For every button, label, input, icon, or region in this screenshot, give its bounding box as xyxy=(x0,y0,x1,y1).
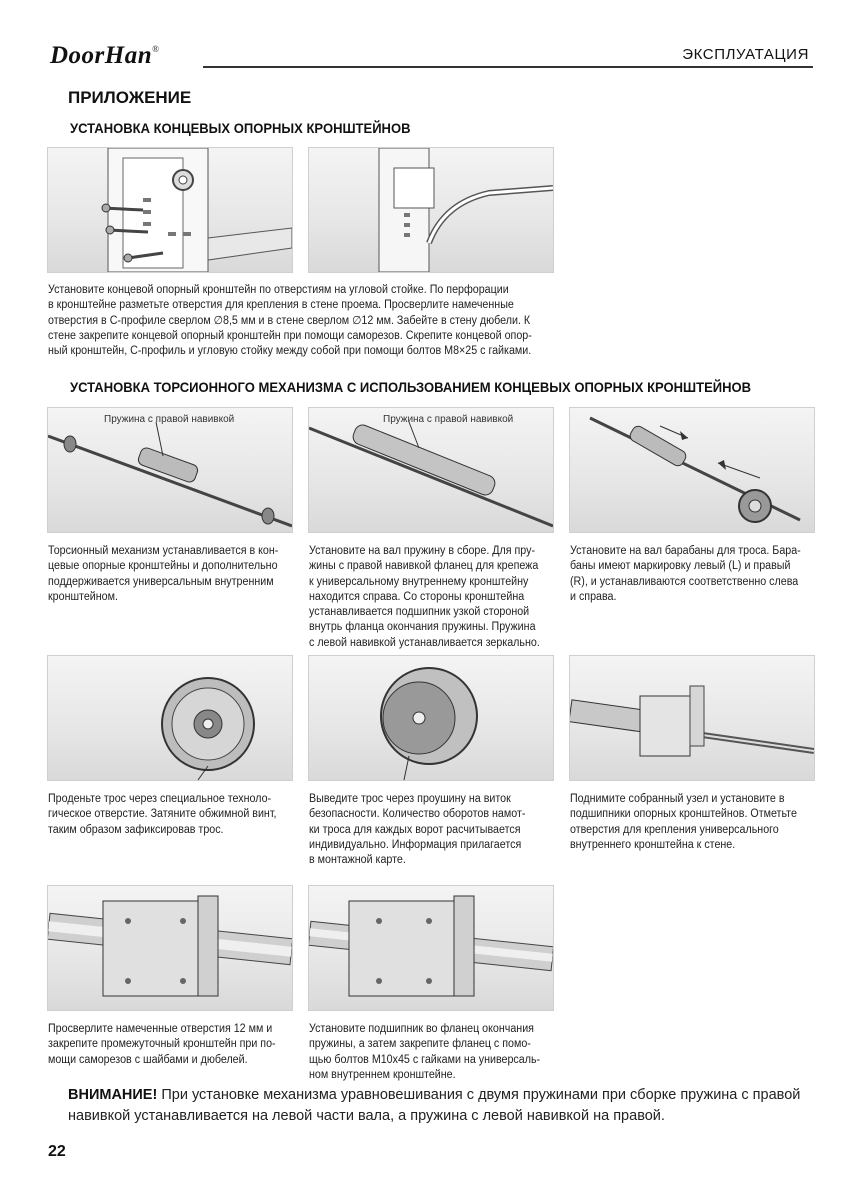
section-label: ЭКСПЛУАТАЦИЯ xyxy=(682,46,809,63)
page-number: 22 xyxy=(48,1143,66,1160)
page-title: ПРИЛОЖЕНИЕ xyxy=(68,88,192,107)
spring-callout-2: Пружина с правой навивкой xyxy=(383,414,514,425)
section-title-torsion: УСТАНОВКА ТОРСИОННОГО МЕХАНИЗМА С ИСПОЛЬЗОВАНИЕМ КОНЦЕВЫХ ОПОРНЫХ КРОНШТЕЙНОВ xyxy=(70,379,752,395)
spring-on-shaft-illustration xyxy=(308,407,554,533)
doorhan-logo: DoorHan® xyxy=(50,42,160,69)
step6-caption: Поднимите собранный узел и установите в подшипники опорных кронштейнов. Отметьте отверстия для крепления универсального внутреннего кронштейна к стене. xyxy=(570,793,797,851)
drum-safety-turn-illustration xyxy=(308,655,554,781)
step1-caption: Торсионный механизм устанавливается в кон- цевые опорные кронштейны и дополнительно поддерживается универсальным внутренним кронштейном. xyxy=(48,545,279,603)
intermediate-bracket-illustration xyxy=(47,885,293,1011)
warning-label: ВНИМАНИЕ! xyxy=(68,1087,158,1103)
bracket-c-profile-illustration xyxy=(308,147,554,273)
spring-callout-1: Пружина с правой навивкой xyxy=(104,414,235,425)
step8-caption: Установите подшипник во фланец окончания пружины, а затем закрепите фланец с помо- щью болтов М10х45 с гайками на универсаль- ном внутреннем кронштейне. xyxy=(309,1023,541,1081)
step2-caption: Установите на вал пружину в сборе. Для пру- жины с правой навивкой фланец для крепежа к универсальному внутреннему кронштейну находится справа. Со стороны кронштейна устанавливается подшипник узкой стороной внутрь фланца окончания пружины. Пружина с левой навивкой устанавливается зеркально. xyxy=(309,545,540,649)
step4-caption: Проденьте трос через специальное техноло- гическое отверстие. Затяните обжимной винт, таким образом зафиксировав трос. xyxy=(48,793,277,836)
torsion-assembly-illustration xyxy=(47,407,293,533)
bracket-corner-post-illustration xyxy=(47,147,293,273)
bracket-installation-caption: Установите концевой опорный кронштейн по отверстиям на угловой стойке. По перфорации в кронштейне разметьте отверстия для крепления в стене проема. Просверлите намеченные отверстия в С-профиле сверлом ∅8,5 мм и в стене сверлом ∅12 мм. Забейте в стену дюбели. К стене закрепите концевой опорный кронштейн при помощи саморезов. Скрепите концевой опор- ный кронштейн, С-профиль и угловую стойку между собой при помощи болтов М8×25 с гайками. xyxy=(48,284,532,358)
step7-caption: Просверлите намеченные отверстия 12 мм и закрепите промежуточный кронштейн при по- мощи саморезов с шайбами и дюбелей. xyxy=(48,1023,276,1066)
step3-caption: Установите на вал барабаны для троса. Бара- баны имеют маркировку левый (L) и правый (R), и устанавливаются соответственно слева и справа. xyxy=(570,545,801,603)
header-rule xyxy=(203,66,813,68)
drum-cable-threading-illustration xyxy=(47,655,293,781)
section-title-brackets: УСТАНОВКА КОНЦЕВЫХ ОПОРНЫХ КРОНШТЕЙНОВ xyxy=(70,120,411,136)
lift-assembly-illustration xyxy=(569,655,815,781)
warning-text: При установке механизма уравновешивания с двумя пружинами при сборке пружина с правой навивкой устанавливается на левой части вала, а пружина с левой навивкой на правой. xyxy=(68,1087,801,1124)
bearing-flange-illustration xyxy=(308,885,554,1011)
warning-note xyxy=(68,1085,828,1127)
step5-caption: Выведите трос через проушину на виток безопасности. Количество оборотов намот- ки троса для каждых ворот расчитывается индивидуально. Информация прилагается в монтажной карте. xyxy=(309,793,526,867)
cable-drums-illustration xyxy=(569,407,815,533)
